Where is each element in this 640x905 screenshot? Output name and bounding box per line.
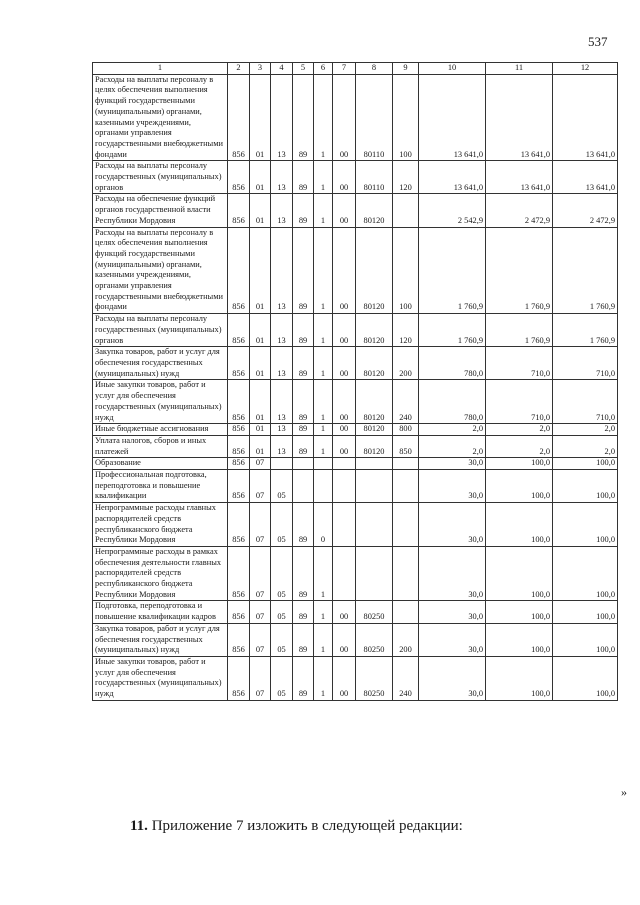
column-header: 10 — [419, 63, 486, 75]
cell-amount-year2: 13 641,0 — [486, 161, 553, 194]
table-row — [93, 424, 618, 436]
cell-ministry-code: 856 — [228, 656, 250, 700]
page-number: 537 — [588, 34, 608, 49]
cell-subsection: 05 — [271, 656, 293, 700]
cell-subprogram: 1 — [314, 623, 333, 656]
cell-amount-year2: 100,0 — [486, 601, 553, 623]
cell-amount-year2: 100,0 — [486, 656, 553, 700]
cell-event — [333, 503, 356, 547]
cell-ministry-code: 856 — [228, 424, 250, 436]
cell-program: 89 — [293, 601, 314, 623]
cell-program: 89 — [293, 546, 314, 601]
cell-expense-type: 100 — [393, 227, 419, 314]
cell-program: 89 — [293, 227, 314, 314]
cell-subprogram: 1 — [314, 435, 333, 457]
cell-program: 89 — [293, 623, 314, 656]
cell-amount-year3: 100,0 — [553, 503, 618, 547]
table-row — [93, 74, 618, 161]
cell-amount-year3: 1 760,9 — [553, 314, 618, 347]
cell-direction: 80120 — [356, 380, 393, 424]
table-row — [93, 546, 618, 601]
cell-section: 07 — [250, 623, 271, 656]
table-row — [93, 458, 618, 470]
cell-subprogram: 1 — [314, 347, 333, 380]
cell-amount-year1: 1 760,9 — [419, 314, 486, 347]
column-header: 6 — [314, 63, 333, 75]
cell-amount-year3: 100,0 — [553, 601, 618, 623]
cell-amount-year2: 13 641,0 — [486, 74, 553, 161]
cell-name: Уплата налогов, сборов и иных платежей — [93, 435, 228, 457]
instruction-text: Приложение 7 изложить в следующей редакции: — [151, 818, 463, 834]
cell-expense-type: 200 — [393, 347, 419, 380]
cell-subprogram: 1 — [314, 601, 333, 623]
cell-section: 01 — [250, 227, 271, 314]
cell-direction: 80120 — [356, 435, 393, 457]
cell-program — [293, 458, 314, 470]
cell-event: 00 — [333, 74, 356, 161]
cell-name: Непрограммные расходы главных распорядителей средств республиканского бюджета Республики Мордовия — [93, 503, 228, 547]
instruction-number: 11. — [130, 818, 148, 834]
table-row — [93, 623, 618, 656]
cell-expense-type: 120 — [393, 314, 419, 347]
cell-subprogram: 1 — [314, 74, 333, 161]
cell-name: Расходы на обеспечение функций органов государственной власти Республики Мордовия — [93, 194, 228, 227]
cell-program — [293, 470, 314, 503]
cell-subprogram: 1 — [314, 314, 333, 347]
cell-section: 01 — [250, 380, 271, 424]
cell-amount-year2: 2,0 — [486, 424, 553, 436]
cell-subsection: 05 — [271, 503, 293, 547]
cell-direction: 80120 — [356, 314, 393, 347]
cell-program: 89 — [293, 503, 314, 547]
cell-event: 00 — [333, 380, 356, 424]
cell-subprogram: 1 — [314, 546, 333, 601]
cell-name: Расходы на выплаты персоналу в целях обеспечения выполнения функций государственными (муниципальными) органами, казенными учреждениями, органами управления государственными внебюджетными фондами — [93, 74, 228, 161]
cell-expense-type — [393, 470, 419, 503]
cell-name: Расходы на выплаты персоналу государственных (муниципальных) органов — [93, 161, 228, 194]
cell-event: 00 — [333, 161, 356, 194]
cell-amount-year3: 100,0 — [553, 470, 618, 503]
budget-table — [92, 62, 618, 701]
column-header: 5 — [293, 63, 314, 75]
cell-subprogram — [314, 458, 333, 470]
cell-direction: 80120 — [356, 227, 393, 314]
cell-amount-year2: 1 760,9 — [486, 314, 553, 347]
cell-program: 89 — [293, 424, 314, 436]
cell-subsection: 13 — [271, 227, 293, 314]
cell-expense-type: 200 — [393, 623, 419, 656]
cell-program: 89 — [293, 314, 314, 347]
cell-amount-year2: 100,0 — [486, 623, 553, 656]
cell-expense-type — [393, 194, 419, 227]
cell-subprogram: 1 — [314, 424, 333, 436]
cell-ministry-code: 856 — [228, 74, 250, 161]
cell-section: 07 — [250, 656, 271, 700]
cell-amount-year1: 13 641,0 — [419, 161, 486, 194]
cell-program: 89 — [293, 656, 314, 700]
column-header: 11 — [486, 63, 553, 75]
cell-ministry-code: 856 — [228, 458, 250, 470]
cell-section: 01 — [250, 435, 271, 457]
table-row — [93, 503, 618, 547]
cell-amount-year1: 780,0 — [419, 380, 486, 424]
cell-name: Закупка товаров, работ и услуг для обеспечения государственных (муниципальных) нужд — [93, 623, 228, 656]
cell-amount-year2: 710,0 — [486, 347, 553, 380]
cell-amount-year1: 30,0 — [419, 470, 486, 503]
cell-direction: 80250 — [356, 623, 393, 656]
cell-ministry-code: 856 — [228, 161, 250, 194]
cell-amount-year2: 100,0 — [486, 503, 553, 547]
cell-ministry-code: 856 — [228, 380, 250, 424]
cell-amount-year3: 710,0 — [553, 380, 618, 424]
cell-event: 00 — [333, 601, 356, 623]
cell-section: 01 — [250, 347, 271, 380]
cell-amount-year1: 2 542,9 — [419, 194, 486, 227]
cell-section: 01 — [250, 161, 271, 194]
cell-section: 07 — [250, 601, 271, 623]
closing-quote: » — [621, 785, 627, 799]
cell-section: 07 — [250, 503, 271, 547]
cell-subsection — [271, 458, 293, 470]
cell-amount-year3: 13 641,0 — [553, 74, 618, 161]
cell-subprogram — [314, 470, 333, 503]
cell-section: 07 — [250, 470, 271, 503]
cell-amount-year1: 1 760,9 — [419, 227, 486, 314]
cell-program: 89 — [293, 194, 314, 227]
cell-subsection: 13 — [271, 380, 293, 424]
cell-amount-year3: 13 641,0 — [553, 161, 618, 194]
cell-direction — [356, 470, 393, 503]
cell-subprogram: 1 — [314, 380, 333, 424]
cell-amount-year2: 710,0 — [486, 380, 553, 424]
table-row — [93, 347, 618, 380]
cell-expense-type: 850 — [393, 435, 419, 457]
cell-event: 00 — [333, 424, 356, 436]
table-row — [93, 380, 618, 424]
cell-event: 00 — [333, 314, 356, 347]
cell-name: Иные закупки товаров, работ и услуг для обеспечения государственных (муниципальных) нужд — [93, 380, 228, 424]
cell-ministry-code: 856 — [228, 227, 250, 314]
cell-amount-year1: 780,0 — [419, 347, 486, 380]
cell-expense-type — [393, 458, 419, 470]
header-row — [93, 63, 618, 75]
cell-section: 01 — [250, 194, 271, 227]
cell-program: 89 — [293, 435, 314, 457]
cell-name: Образование — [93, 458, 228, 470]
cell-expense-type: 240 — [393, 380, 419, 424]
cell-amount-year1: 13 641,0 — [419, 74, 486, 161]
cell-program: 89 — [293, 161, 314, 194]
cell-subsection: 13 — [271, 314, 293, 347]
amendment-instruction — [130, 818, 463, 835]
cell-expense-type — [393, 503, 419, 547]
cell-expense-type: 800 — [393, 424, 419, 436]
cell-event — [333, 470, 356, 503]
cell-ministry-code: 856 — [228, 314, 250, 347]
cell-program: 89 — [293, 74, 314, 161]
cell-name: Расходы на выплаты персоналу государственных (муниципальных) органов — [93, 314, 228, 347]
cell-amount-year3: 100,0 — [553, 623, 618, 656]
cell-event — [333, 546, 356, 601]
cell-ministry-code: 856 — [228, 194, 250, 227]
cell-subprogram: 1 — [314, 194, 333, 227]
cell-expense-type — [393, 546, 419, 601]
cell-ministry-code: 856 — [228, 347, 250, 380]
cell-ministry-code: 856 — [228, 435, 250, 457]
cell-event: 00 — [333, 656, 356, 700]
column-header: 4 — [271, 63, 293, 75]
cell-ministry-code: 856 — [228, 623, 250, 656]
cell-expense-type: 120 — [393, 161, 419, 194]
cell-ministry-code: 856 — [228, 503, 250, 547]
cell-expense-type — [393, 601, 419, 623]
cell-event: 00 — [333, 194, 356, 227]
cell-amount-year2: 100,0 — [486, 546, 553, 601]
cell-section: 07 — [250, 458, 271, 470]
cell-ministry-code: 856 — [228, 546, 250, 601]
table-row — [93, 194, 618, 227]
cell-subsection: 13 — [271, 435, 293, 457]
cell-amount-year3: 710,0 — [553, 347, 618, 380]
cell-ministry-code: 856 — [228, 601, 250, 623]
column-header: 2 — [228, 63, 250, 75]
cell-name: Иные закупки товаров, работ и услуг для обеспечения государственных (муниципальных) нужд — [93, 656, 228, 700]
cell-direction: 80250 — [356, 601, 393, 623]
table-row — [93, 161, 618, 194]
cell-subprogram: 1 — [314, 161, 333, 194]
column-header: 9 — [393, 63, 419, 75]
cell-section: 01 — [250, 314, 271, 347]
column-header: 7 — [333, 63, 356, 75]
table-row — [93, 435, 618, 457]
cell-subprogram: 1 — [314, 227, 333, 314]
cell-section: 01 — [250, 424, 271, 436]
cell-amount-year2: 2,0 — [486, 435, 553, 457]
cell-name: Профессиональная подготовка, переподготовка и повышение квалификации — [93, 470, 228, 503]
cell-direction — [356, 503, 393, 547]
column-header: 1 — [93, 63, 228, 75]
cell-section: 01 — [250, 74, 271, 161]
cell-subprogram: 1 — [314, 656, 333, 700]
cell-event: 00 — [333, 623, 356, 656]
cell-subsection: 13 — [271, 74, 293, 161]
cell-subsection: 13 — [271, 161, 293, 194]
cell-name: Расходы на выплаты персоналу в целях обеспечения выполнения функций государственными (муниципальными) органами, казенными учреждениями, органами управления государственными внебюджетными фондами — [93, 227, 228, 314]
cell-event: 00 — [333, 347, 356, 380]
table-row — [93, 314, 618, 347]
cell-amount-year2: 100,0 — [486, 458, 553, 470]
table-body — [93, 74, 618, 700]
cell-amount-year3: 100,0 — [553, 546, 618, 601]
cell-name: Непрограммные расходы в рамках обеспечения деятельности главных распорядителей средств республиканского бюджета Республики Мордовия — [93, 546, 228, 601]
cell-amount-year3: 100,0 — [553, 458, 618, 470]
cell-direction: 80110 — [356, 161, 393, 194]
cell-amount-year2: 100,0 — [486, 470, 553, 503]
cell-subsection: 13 — [271, 424, 293, 436]
cell-expense-type: 240 — [393, 656, 419, 700]
cell-section: 07 — [250, 546, 271, 601]
table-row — [93, 470, 618, 503]
cell-subsection: 13 — [271, 347, 293, 380]
cell-name: Закупка товаров, работ и услуг для обеспечения государственных (муниципальных) нужд — [93, 347, 228, 380]
cell-event — [333, 458, 356, 470]
cell-subsection: 05 — [271, 470, 293, 503]
cell-amount-year2: 1 760,9 — [486, 227, 553, 314]
cell-amount-year1: 30,0 — [419, 601, 486, 623]
cell-amount-year3: 2 472,9 — [553, 194, 618, 227]
cell-amount-year3: 100,0 — [553, 656, 618, 700]
cell-amount-year1: 30,0 — [419, 546, 486, 601]
cell-direction: 80120 — [356, 347, 393, 380]
cell-event: 00 — [333, 435, 356, 457]
cell-subsection: 05 — [271, 601, 293, 623]
cell-direction: 80110 — [356, 74, 393, 161]
table-row — [93, 656, 618, 700]
cell-name: Подготовка, переподготовка и повышение квалификации кадров — [93, 601, 228, 623]
cell-direction: 80120 — [356, 424, 393, 436]
cell-name: Иные бюджетные ассигнования — [93, 424, 228, 436]
cell-direction: 80250 — [356, 656, 393, 700]
cell-amount-year1: 30,0 — [419, 458, 486, 470]
cell-event: 00 — [333, 227, 356, 314]
cell-subprogram: 0 — [314, 503, 333, 547]
cell-amount-year3: 2,0 — [553, 424, 618, 436]
cell-program: 89 — [293, 380, 314, 424]
cell-amount-year1: 30,0 — [419, 656, 486, 700]
table-row — [93, 227, 618, 314]
cell-direction — [356, 546, 393, 601]
cell-amount-year2: 2 472,9 — [486, 194, 553, 227]
cell-expense-type: 100 — [393, 74, 419, 161]
cell-amount-year3: 2,0 — [553, 435, 618, 457]
cell-direction — [356, 458, 393, 470]
cell-direction: 80120 — [356, 194, 393, 227]
column-header: 12 — [553, 63, 618, 75]
cell-subsection: 05 — [271, 623, 293, 656]
cell-amount-year3: 1 760,9 — [553, 227, 618, 314]
cell-subsection: 05 — [271, 546, 293, 601]
cell-program: 89 — [293, 347, 314, 380]
cell-ministry-code: 856 — [228, 470, 250, 503]
table-row — [93, 601, 618, 623]
cell-amount-year1: 30,0 — [419, 503, 486, 547]
column-header: 8 — [356, 63, 393, 75]
column-header: 3 — [250, 63, 271, 75]
cell-amount-year1: 30,0 — [419, 623, 486, 656]
cell-amount-year1: 2,0 — [419, 435, 486, 457]
cell-subsection: 13 — [271, 194, 293, 227]
cell-amount-year1: 2,0 — [419, 424, 486, 436]
